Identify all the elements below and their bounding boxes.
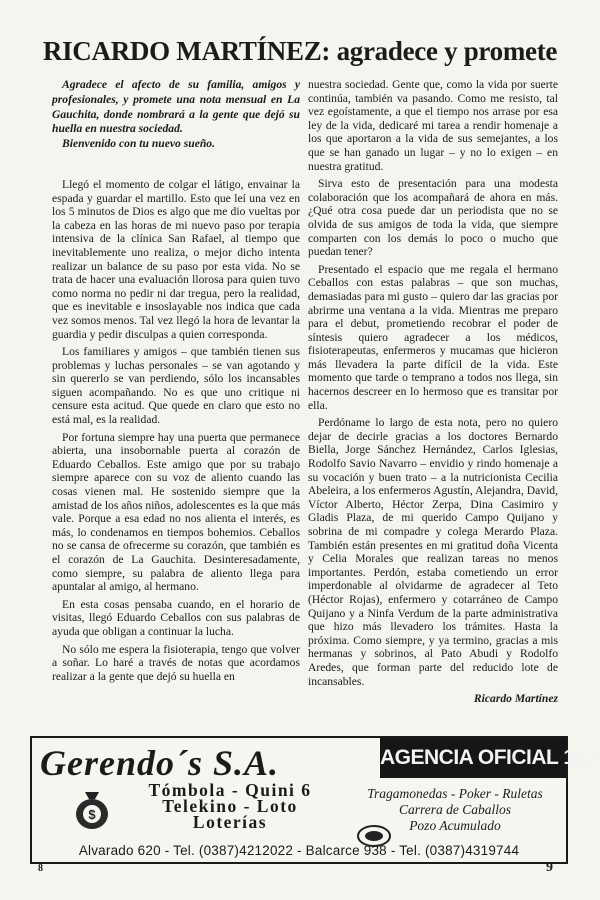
body-paragraph: Por fortuna siempre hay una puerta que permanece abierta, una insobornable puerta al corazón de Eduardo Ceballos. Este amigo que por su trabajo siempre aparece con su voz de aliento cuando las cosas vienen mal. He sostenido siempre que la amistad de los años niños, adolescentes es la que más vale. Porque a esa edad no nos alienta el interés, es más, lo condenamos en tiempos bohemios. Ceballos no se cansa de ofrecerme su corazón, que también es el corazón de La Gauchita. Desinteresadamente, como siempre, su palabra de aliento llega para apuntalar al amigo, al hermano. bbox=[52, 430, 300, 594]
corner-mark: 9 bbox=[546, 860, 553, 875]
ad-extra-line: Carrera de Caballos bbox=[398, 802, 511, 817]
body-paragraph: Sirva esto de presentación para una modesta colaboración que los acompañará de ahora en más. ¿Qué otra cosa puede dar un periodista que no se olvida de sus amigos de toda la vida, que siempre comparten con los demás lo poco o mucho que puedan tener? bbox=[308, 177, 558, 259]
left-column bbox=[52, 78, 300, 687]
article-lead bbox=[52, 78, 300, 152]
article-signature: Ricardo Martínez bbox=[473, 692, 558, 706]
ad-game-line: Loterías bbox=[192, 812, 268, 832]
advertisement-banner bbox=[30, 736, 597, 864]
article-title: RICARDO MARTÍNEZ: agradece y promete bbox=[42, 36, 558, 66]
ad-address-line: Alvarado 620 - Tel. (0387)4212022 - Balcarce 938 - Tel. (0387)4319744 bbox=[78, 843, 520, 858]
ad-game-line: Telekino - Loto bbox=[162, 796, 298, 816]
ad-games-list bbox=[116, 782, 344, 830]
body-paragraph: Perdóname lo largo de esta nota, pero no quiero dejar de decirle gracias a los doctores Bernardo Biella, Jorge Sánchez Hernández, Carlos Iglesias, Rodolfo Savio Navarro – envidio y rindo homenaje a su vocación y buen trato – a la nutricionista Cecilia Abeleira, a los enfermeros Agustín, Alejandra, David, Víctor Alberto, Héctor Zerpa, Dina Casimiro y Gladis Plaza, de mi querido Campo Quijano y sobrina de mi compadre y colega Merardo Plaza. También están presentes en mi gratitud doña Vicenta y Celia Morales que realizan tareas no menos importantes. Perdón, estaba cometiendo un error imperdonable al olvidarme de agradecer al Teto (Héctor Rojas), enfermero y cotarráneo de Campo Quijano y a Ninfa Verdum de la parte administrativa que hizo más llevadero los trámites. Hasta la próxima. Como siempre, y ya termino, gracias a mis hermanas y sobrinos, al Pato Abudi y Rodolfo Aredes, que forman parte del reducido lote de incansables. bbox=[308, 416, 558, 688]
ad-game-line: Tómbola - Quini 6 bbox=[148, 780, 312, 800]
svg-text:$: $ bbox=[88, 807, 96, 822]
ad-extras-list bbox=[350, 786, 560, 834]
ad-agency-label: AGENCIA OFICIAL 147 bbox=[380, 738, 566, 778]
body-paragraph: Los familiares y amigos – que también tienen sus problemas y luchas personales – se van agotando y sin quererlo se van perdiendo, sólo los incansables siguen acompañando. No es que uno critique ni censure esta acitud. Que quede en claro que esto no está mal, es la realidad. bbox=[52, 345, 300, 427]
ad-extra-line: Tragamonedas - Poker - Ruletas bbox=[367, 786, 543, 801]
ad-brand-name: Gerendo´s S.A. bbox=[40, 743, 280, 783]
page-number: 8 bbox=[38, 863, 43, 874]
right-column bbox=[308, 78, 558, 706]
ad-extra-line: Pozo Acumulado bbox=[409, 818, 501, 833]
lead-paragraph: Bienvenido con tu nuevo sueño. bbox=[62, 137, 215, 151]
body-paragraph: Llegó el momento de colgar el látigo, envainar la espada y guardar el martillo. Esto que leí una vez en los 5 minutos de Dios es algo que me dio vueltas por la cabeza en las horas de mi nuevo paso por terapia intensiva de la clínica San Rafael, al tiempo que inevitablemente uno realiza, o mejor dicho intenta realizar un balance de su paso por esta vida. No se trata de hacer una evaluación llorosa para quien tuvo como norma no pedir ni dar tregua, pero la realidad, que es inevitable e insoslayable nos indica que cada vez somos menos. Tal vez llegó la hora de levantar la guardia y pedir disculpas a quien corresponda. bbox=[52, 177, 300, 341]
body-paragraph: En esta cosas pensaba cuando, en el horario de visitas, llegó Eduardo Ceballos con sus palabras de ayuda que obligan a continuar la lucha. bbox=[52, 597, 300, 638]
body-paragraph: nuestra sociedad. Gente que, como la vida por suerte continúa, también va pasando. Como me resisto, tal vez egoístamente, a que el tiempo nos arrase por esa ley de la vida, dedicaré mi tarea a rendir homenaje a los que aportaron a la vida de sus semejantes, a los que se han ganado un lugar – y no lo exigen – en nuestra gratitud. bbox=[308, 78, 558, 173]
body-paragraph: No sólo me espera la fisioterapia, tengo que volver a soñar. Lo haré a través de notas que acordamos realizar a la gente que dejó su huella en bbox=[52, 642, 300, 683]
lead-paragraph: Agradece el afecto de su familia, amigos y profesionales, y promete una nota mensual en La Gauchita, donde nombrará a la gente que dejó su huella en nuestra sociedad. bbox=[52, 78, 300, 136]
body-paragraph: Presentado el espacio que me regala el hermano Ceballos con estas palabras – que son muchas, demasiadas para mi gusto – quiero dar las gracias por abrirme una ventana a la vida. Mientras me preparo para el debut, prometiendo recobrar el poder de síntesis quiero agradecer a los médicos, fisioterapeutas, enfermeros y mucamas que hicieron más llevadera la parte difícil de la vida. Este momento que tarde o temprano a todos nos llega, sin hacernos descreer en lo hermoso que es transitar por ella. bbox=[308, 262, 558, 412]
money-bag-icon bbox=[68, 784, 116, 832]
